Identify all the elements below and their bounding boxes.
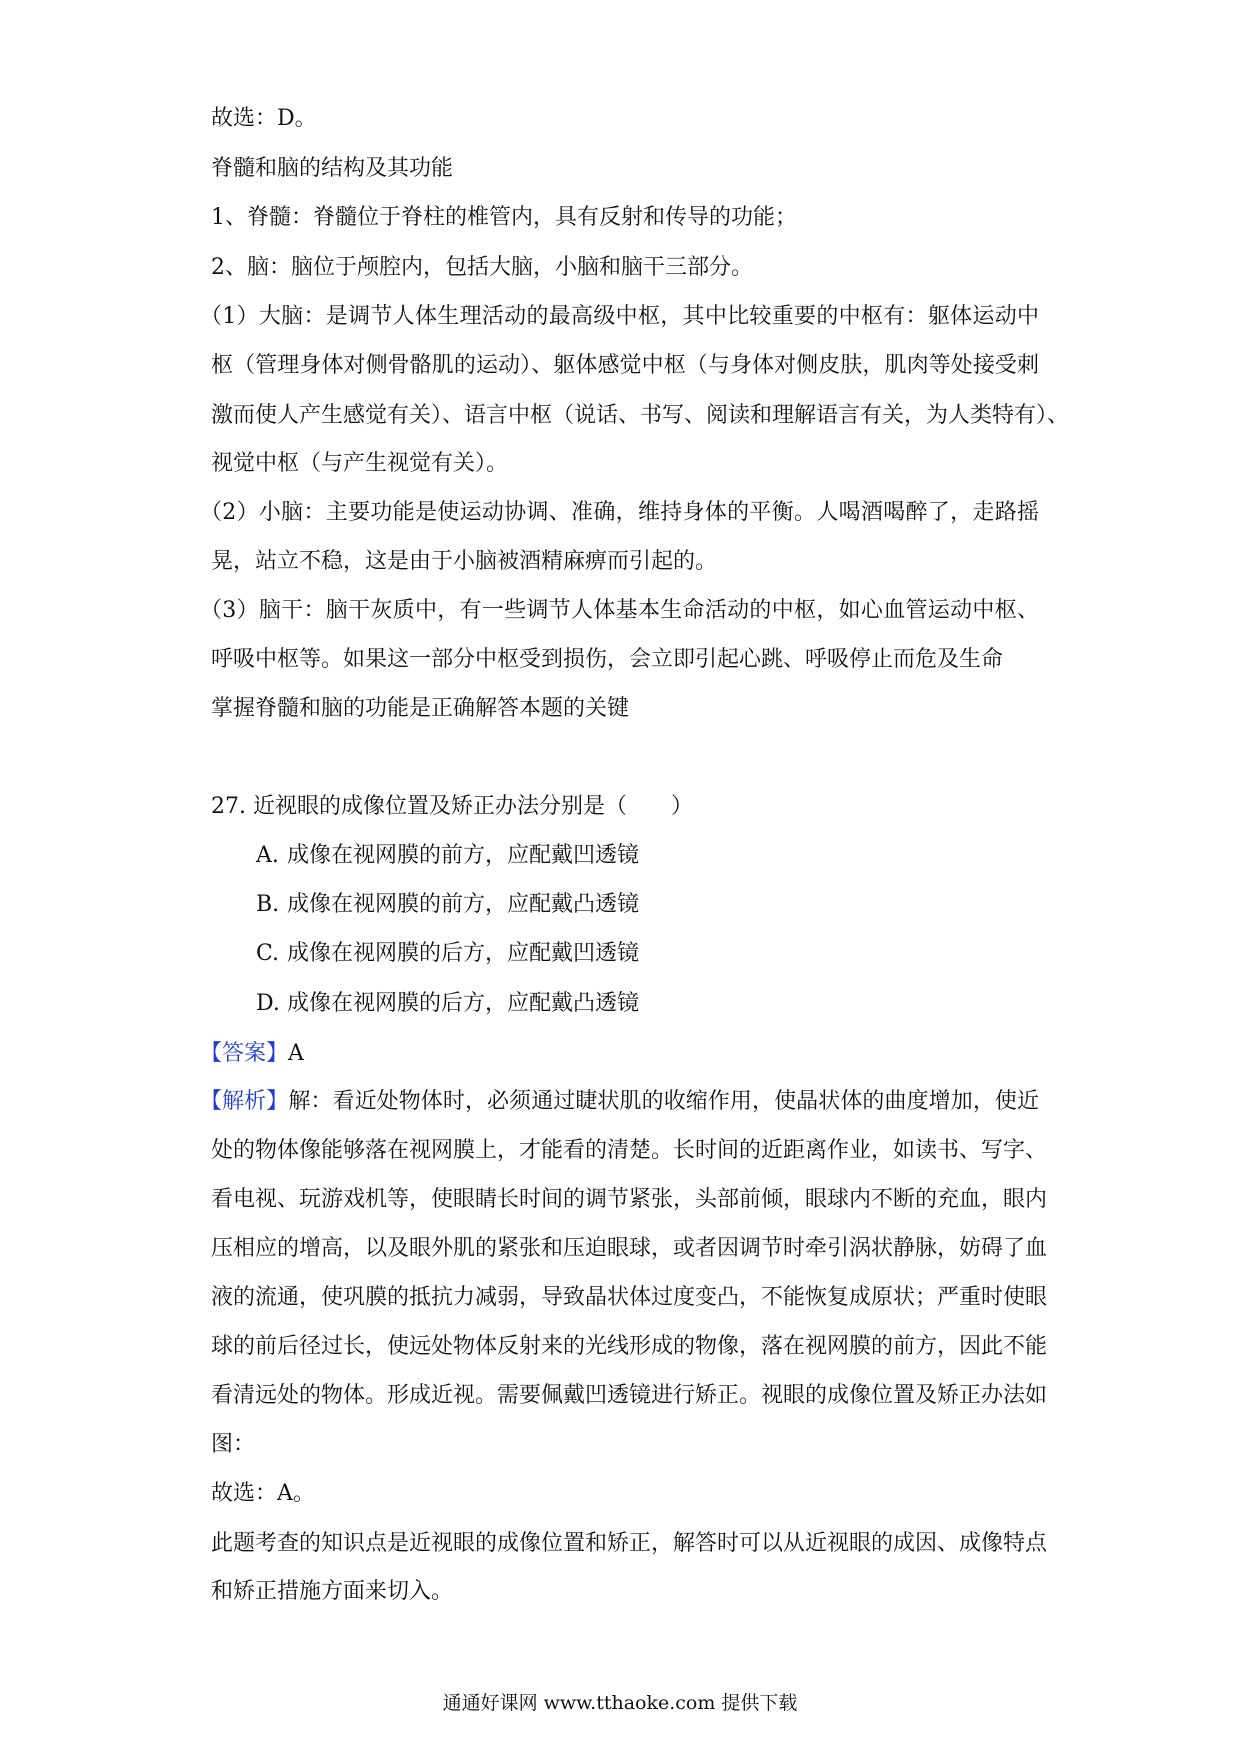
option-label: D. — [256, 991, 280, 1016]
section-heading: 脊髓和脑的结构及其功能 — [211, 156, 454, 181]
option-text: 成像在视网膜的后方，应配戴凹透镜 — [287, 941, 640, 966]
analysis-line: 看清远处的物体。形成近视。需要佩戴凹透镜进行矫正。视眼的成像位置及矫正办法如 — [211, 1383, 1048, 1408]
analysis-line: 压相应的增高，以及眼外肌的紧张和压迫眼球，或者因调节时牵引涡状静脉，妨碍了血 — [211, 1236, 1048, 1261]
option-text: 成像在视网膜的前方，应配戴凸透镜 — [287, 892, 640, 917]
text-line: 激而使人产生感觉有关）、语言中枢（说话、书写、阅读和理解语言有关，为人类特有）、 — [211, 403, 1070, 428]
conclusion-d: 故选：D。 — [211, 106, 317, 131]
option-a — [256, 831, 756, 880]
analysis-line: 图： — [211, 1432, 256, 1457]
text-line: （1）大脑：是调节人体生理活动的最高级中枢，其中比较重要的中枢有：躯体运动中 — [200, 304, 1039, 329]
text-line: 掌握脊髓和脑的功能是正确解答本题的关键 — [211, 696, 630, 721]
analysis-line: 液的流通，使巩膜的抵抗力减弱，导致晶状体过度变凸，不能恢复成原状；严重时使眼 — [211, 1285, 1048, 1310]
summary-line: 和矫正措施方面来切入。 — [211, 1579, 454, 1604]
analysis-line: 看电视、玩游戏机等，使眼睛长时间的调节紧张，头部前倾，眼球内不断的充血，眼内 — [211, 1187, 1048, 1212]
analysis-line — [200, 1077, 1039, 1126]
analysis-tag: 【解析】 — [200, 1089, 289, 1114]
text-line: 枢（管理身体对侧骨骼肌的运动）、躯体感觉中枢（与身体对侧皮肤，肌肉等处接受刺 — [211, 353, 1039, 378]
summary-line: 此题考查的知识点是近视眼的成像位置和矫正，解答时可以从近视眼的成因、成像特点 — [211, 1531, 1048, 1556]
text-line: （2）小脑：主要功能是使运动协调、准确，维持身体的平衡。人喝酒喝醉了，走路摇 — [200, 500, 1039, 525]
text-line: 2、脑：脑位于颅腔内，包括大脑，小脑和脑干三部分。 — [211, 255, 753, 280]
option-text: 成像在视网膜的后方，应配戴凸透镜 — [287, 991, 640, 1016]
option-label: C. — [256, 941, 280, 966]
question-stem: 27. 近视眼的成像位置及矫正办法分别是（ ） — [211, 794, 693, 819]
text-line: （3）脑干：脑干灰质中，有一些调节人体基本生命活动的中枢，如心血管运动中枢、 — [200, 598, 1039, 623]
option-d — [256, 979, 756, 1028]
analysis-line: 球的前后径过长，使远处物体反射来的光线形成的物像，落在视网膜的前方，因此不能 — [211, 1334, 1048, 1359]
conclusion-a: 故选：A。 — [211, 1481, 315, 1506]
text-line: 呼吸中枢等。如果这一部分中枢受到损伤，会立即引起心跳、呼吸停止而危及生命 — [211, 647, 1004, 672]
option-c — [256, 929, 756, 978]
option-b — [256, 880, 756, 929]
text-line: 视觉中枢（与产生视觉有关）。 — [211, 451, 509, 476]
text-line: 1、脊髓：脊髓位于脊柱的椎管内，具有反射和传导的功能； — [211, 205, 797, 230]
analysis-text: 解：看近处物体时，必须通过睫状肌的收缩作用，使晶状体的曲度增加，使近 — [288, 1089, 1039, 1114]
footer-watermark: 通通好课网 www.tthaoke.com 提供下载 — [442, 1692, 798, 1714]
answer-line — [200, 1029, 1028, 1078]
option-label: B. — [256, 892, 280, 917]
text-line: 晃，站立不稳，这是由于小脑被酒精麻痹而引起的。 — [211, 549, 718, 574]
option-label: A. — [256, 843, 279, 868]
analysis-line: 处的物体像能够落在视网膜上，才能看的清楚。长时间的近距离作业，如读书、写字、 — [211, 1138, 1048, 1163]
answer-tag: 【答案】 — [200, 1041, 289, 1066]
option-text: 成像在视网膜的前方，应配戴凹透镜 — [287, 843, 640, 868]
answer-value: A — [288, 1041, 304, 1066]
